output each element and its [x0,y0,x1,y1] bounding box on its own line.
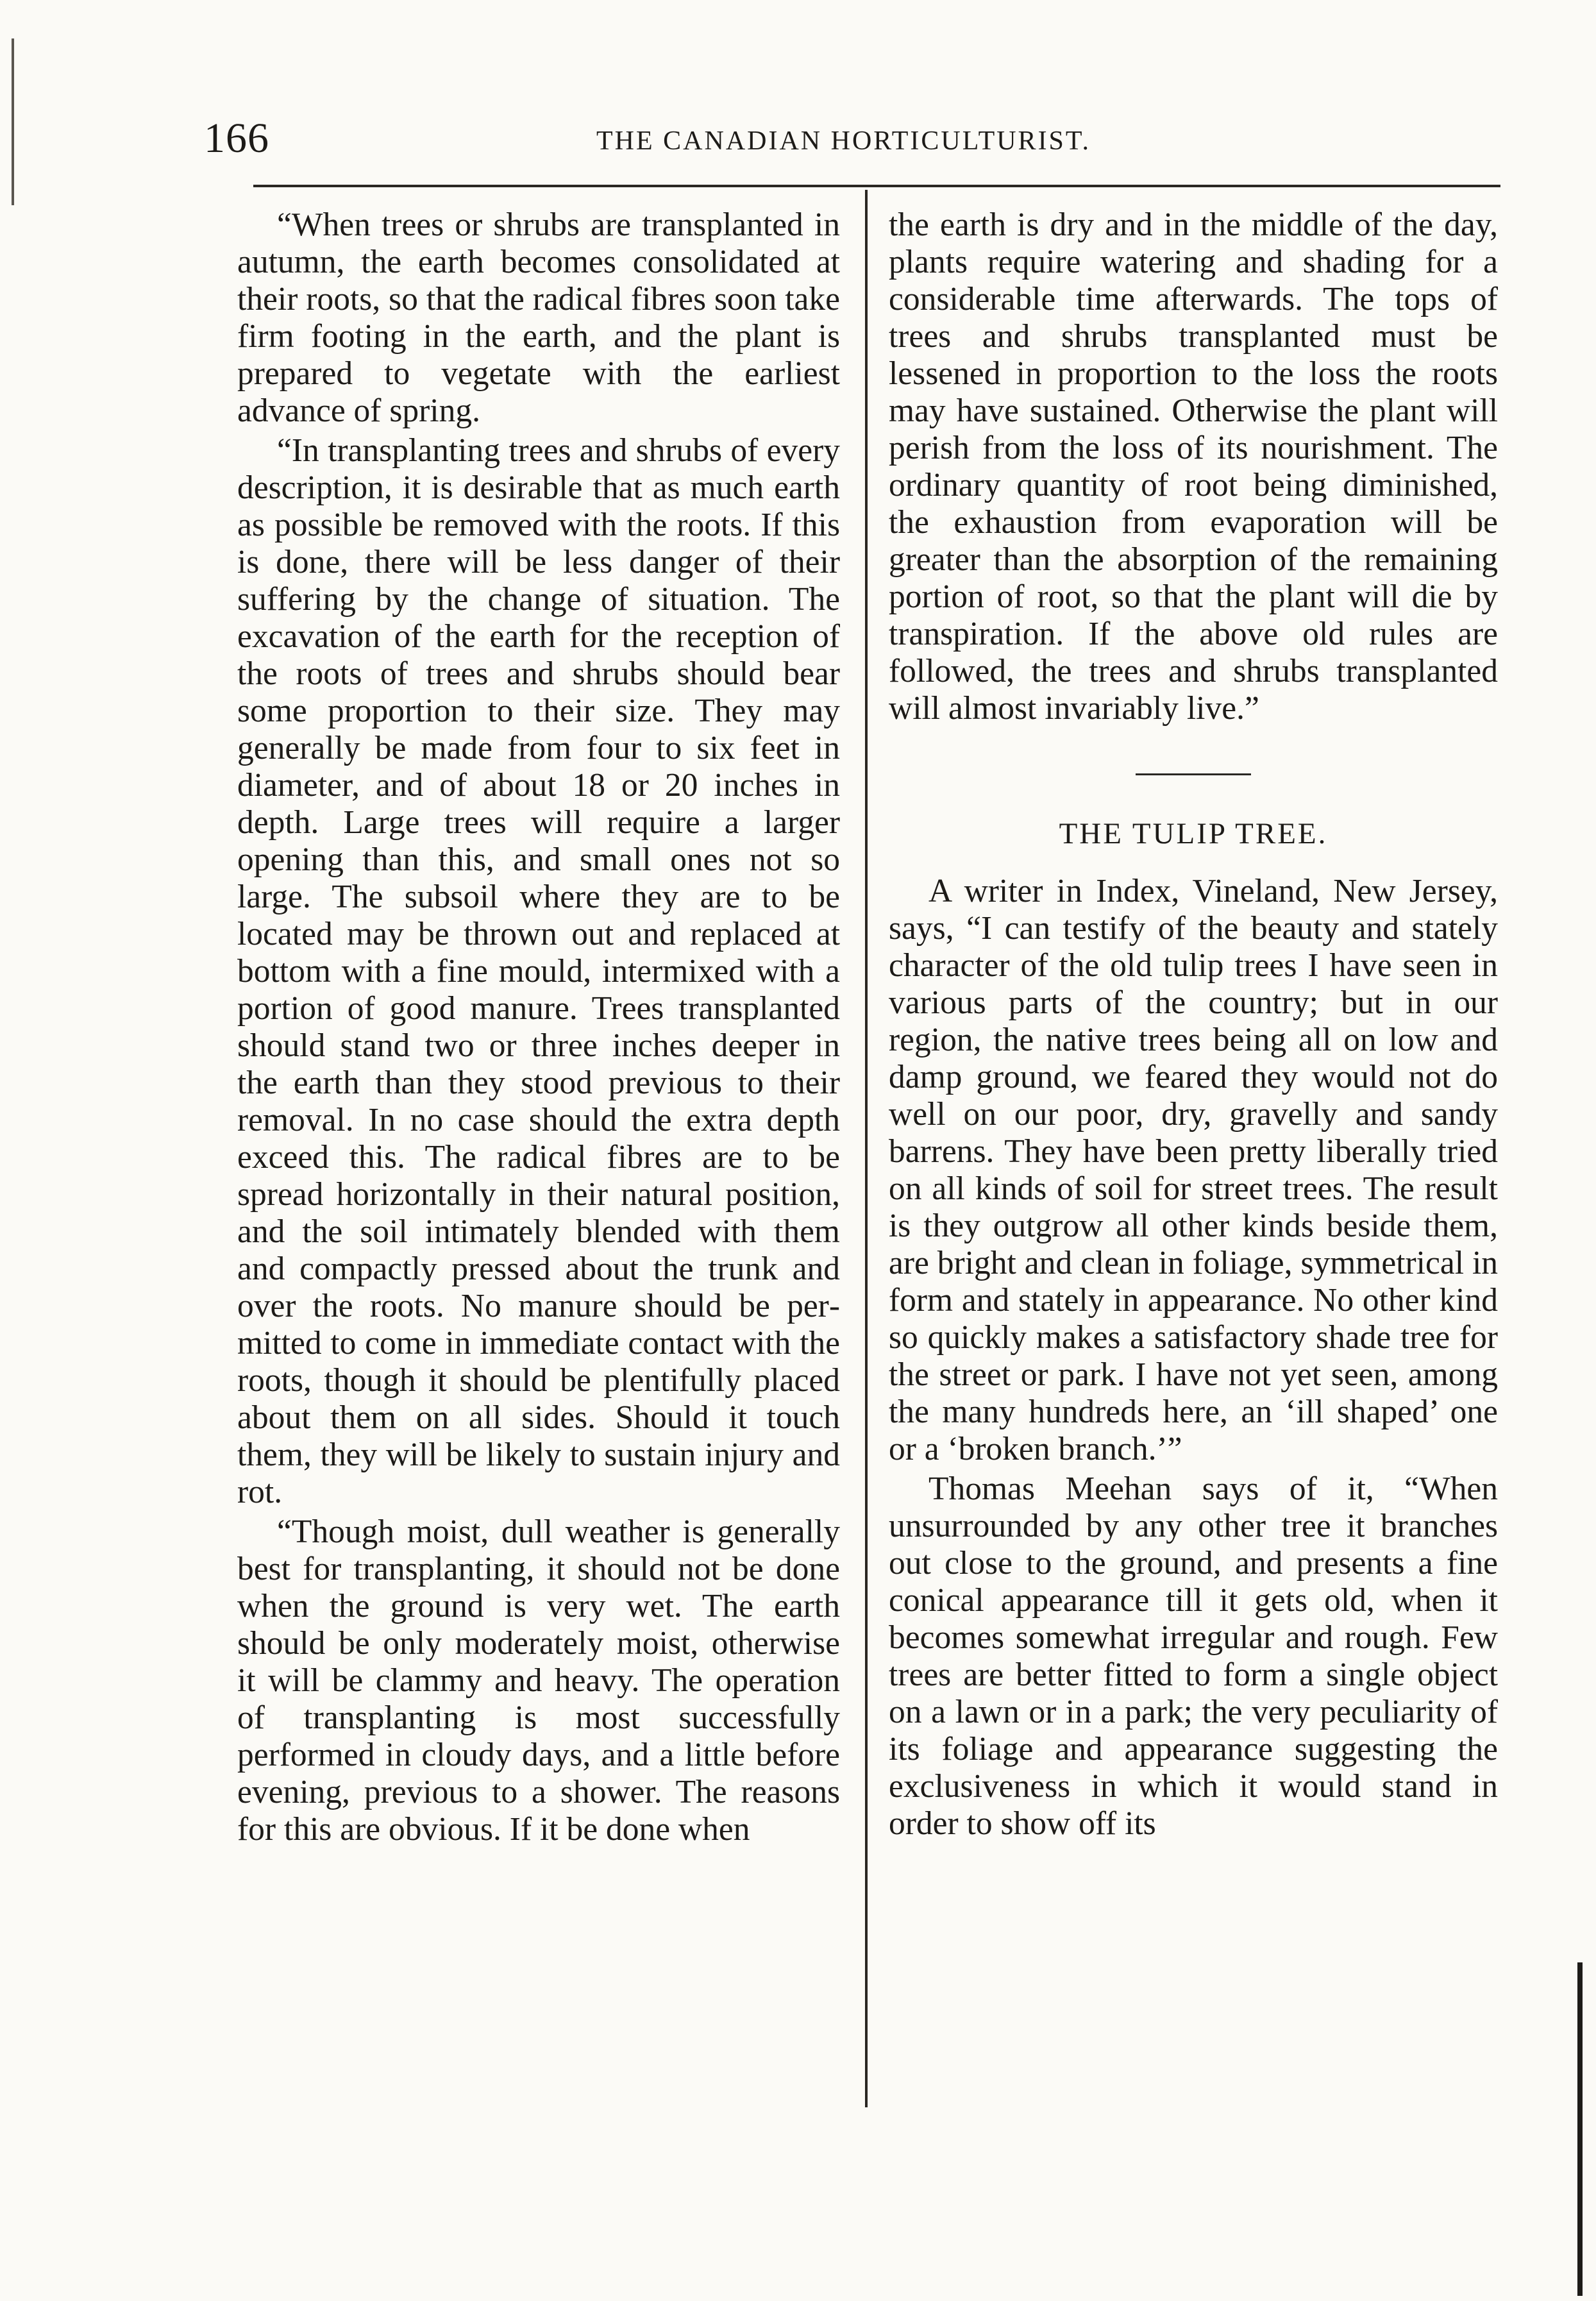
left-column [237,206,840,1848]
paragraph-continuation: the earth is dry and in the middle of the day, plants require watering and shading for a considerable time afterwards. The tops of trees and shrubs transplanted must be lessened in proportion to the loss the roots may have sustained. Otherwise the plant will perish from the loss of its nourishment. The ordinary quantity of root being diminished, the exhaustion from evaporation will be greater than the absorption of the remaining portion of root, so that the plant will die by transpiration. If the above old rules are followed, the trees and shrubs transplanted will almost invariably live.” [889,206,1498,727]
column-divider [865,190,868,2107]
page-number: 166 [204,115,269,162]
paragraph: “In transplanting trees and shrubs of every description, it is desirable that as much earth as possible be removed with the roots. If this is done, there will be less danger of their suffering by the change of situation. The excavation of the earth for the reception of the roots of trees and shrubs should bear some proportion to their size. They may generally be made from four to six feet in diameter, and of about 18 or 20 inches in depth. Large trees will require a larger opening than this, and small ones not so large. The subsoil where they are to be located may be thrown out and replaced at bottom with a fine mould, intermixed with a portion of good manure. Trees transplanted should stand two or three inches deeper in the earth than they stood previous to their removal. In no case should the extra depth exceed this. The radical fibres are to be spread horizontally in their natural position, and the soil intimately blended with them and compactly pressed about the trunk and over the roots. No manure should be permitted to come in immediate contact with the roots, though it should be plentifully placed about them on all sides. Should it touch them, they will be likely to sustain injury and rot. [237,432,840,1510]
section-title: THE TULIP TREE. [1059,817,1328,850]
right-column [889,206,1498,1842]
header-rule [253,185,1500,187]
paragraph: “Though moist, dull weather is generally best for transplanting, it should not be done when the ground is very wet. The earth should be only moderately moist, otherwise it will be clammy and heavy. The operation of transplanting is most successfully performed in cloudy days, and a little before evening, previous to a shower. The reasons for this are obvious. If it be done when [237,1513,840,1848]
paragraph: Thomas Meehan says of it, “When unsurrounded by any other tree it branches out close to the ground, and presents a fine conical appearance till it gets old, when it becomes somewhat irregular and rough. Few trees are better fitted to form a single object on a lawn or in a park; the very peculiarity of its foliage and appearance suggesting the exclusiveness in which it would stand in order to show off its [889,1471,1498,1842]
scan-edge-mark [12,38,14,205]
paragraph: “When trees or shrubs are transplanted in autumn, the earth becomes consolidated at their roots, so that the radical fibres soon take firm footing in the earth, and the plant is prepared to vegetate with the earliest advance of spring. [237,206,840,429]
running-title: THE CANADIAN HORTICULTURIST. [596,126,1091,156]
section-divider [1136,773,1251,775]
scan-edge-mark [1577,1962,1583,2296]
paragraph: A writer in Index, Vineland, New Jersey, says, “I can testify of the beauty and stately character of the old tulip trees I have seen in various parts of the country; but in our region, the native trees being all on low and damp ground, we feared they would not do well on our poor, dry, gravelly and sandy barrens. They have been pretty liberally tried on all kinds of soil for street trees. The result is they outgrow all other kinds beside them, are bright and clean in foliage, symmetrical in form and stately in appearance. No other kind so quickly makes a satisfactory shade tree for the street or park. I have not yet seen, among the many hundreds here, an ‘ill shaped’ one or a ‘broken branch.’” [889,873,1498,1467]
